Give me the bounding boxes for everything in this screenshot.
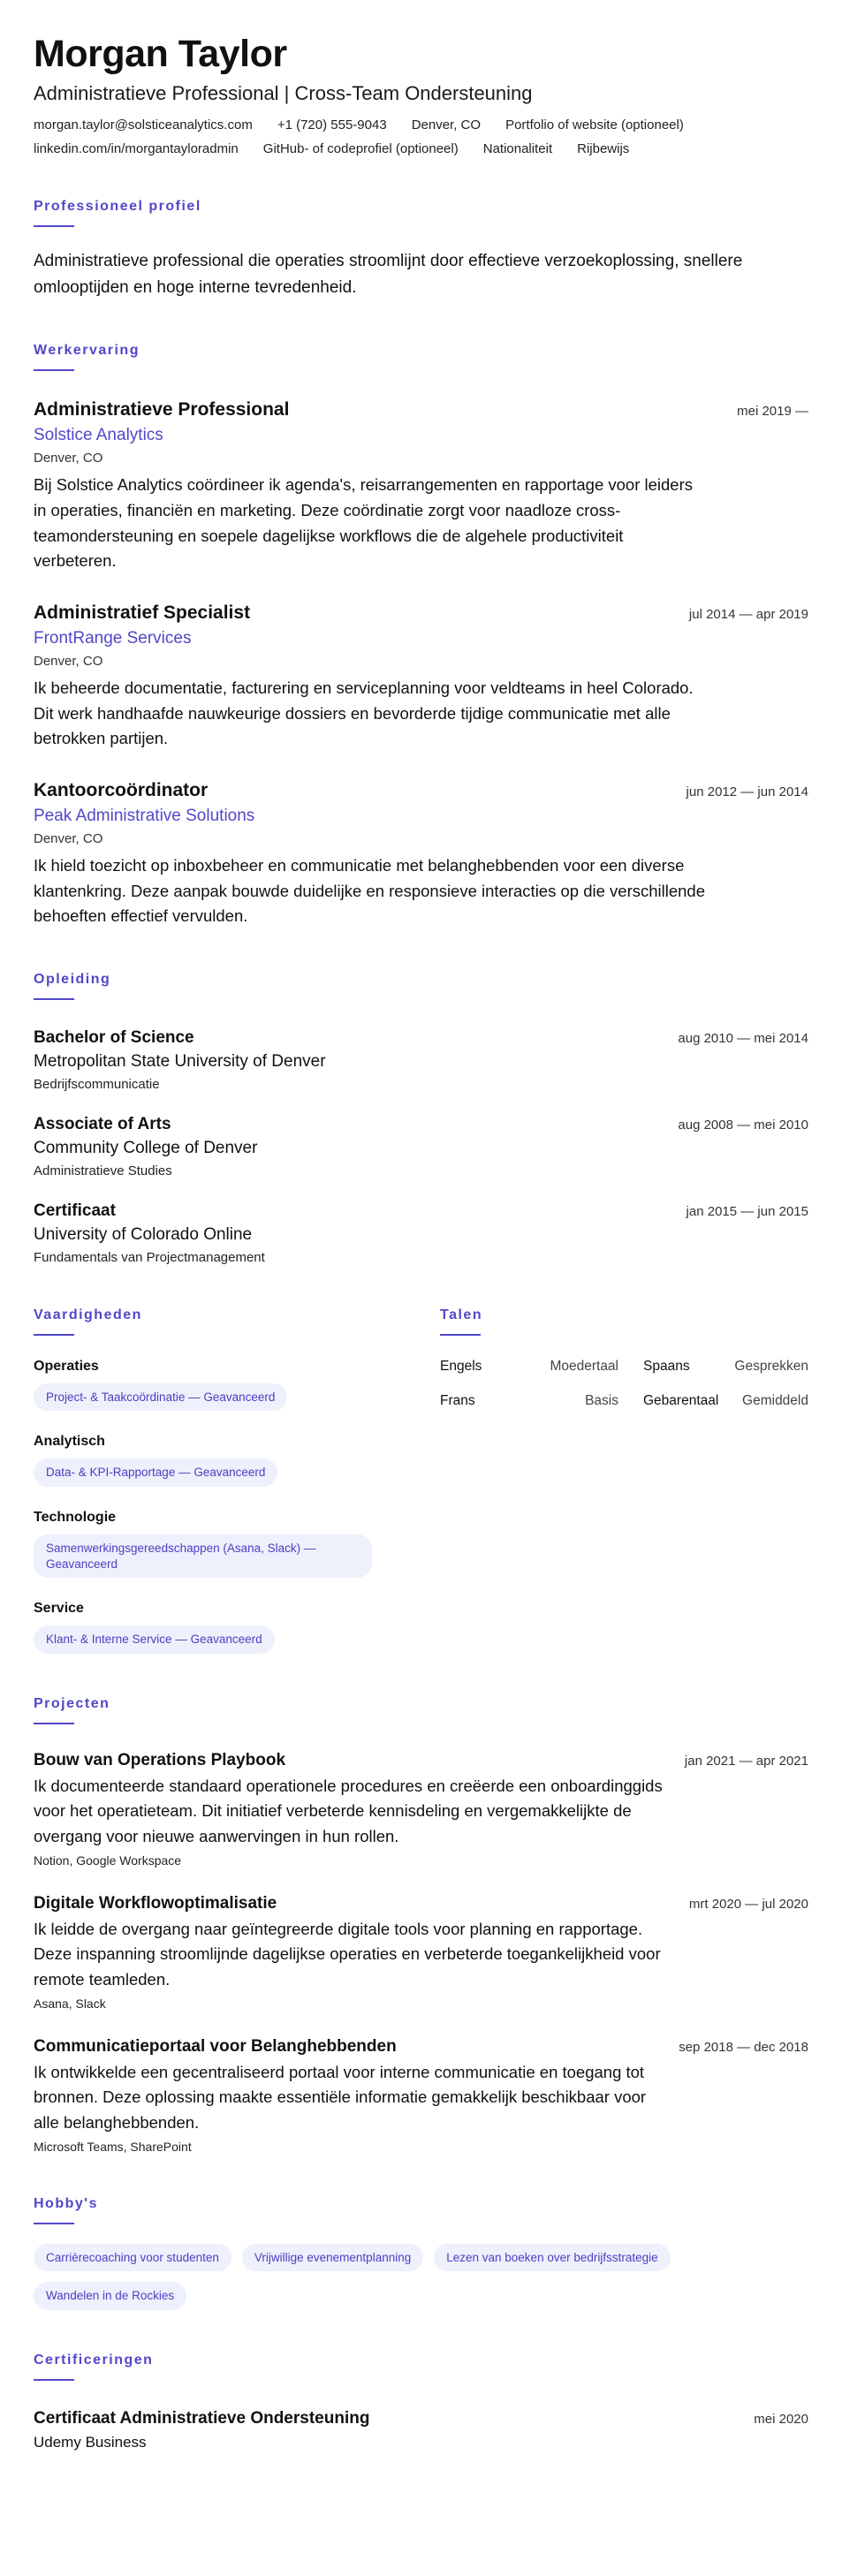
experience-section [34, 343, 808, 929]
study-field: Bedrijfscommunicatie [34, 1076, 160, 1092]
project-name: Digitale Workflowoptimalisatie [34, 1893, 277, 1913]
job-dates: mei 2019 — [737, 404, 808, 420]
hobby-pill: Vrijwillige evenementplanning [242, 2244, 423, 2272]
skill-group [34, 1359, 440, 1412]
project-dates: mrt 2020 — jul 2020 [688, 1896, 808, 1912]
experience-entry [34, 602, 808, 752]
skill-group-name: Operaties [34, 1358, 99, 1374]
language-item [643, 1393, 808, 1409]
profile-summary: Administratieve professional die operaties stroomlijnt door effectieve verzoekoplossing, snellere omlooptijden en hoge interne tevredenheid. [34, 252, 743, 297]
project-entry [34, 1751, 808, 1868]
hobby-list [34, 2244, 808, 2310]
skill-pill: Samenwerkingsgereedschappen (Asana, Slack) — Geavanceerd [34, 1534, 372, 1578]
study-field: Administratieve Studies [34, 1163, 172, 1178]
education-dates: jan 2015 — jun 2015 [686, 1203, 808, 1219]
experience-entry [34, 399, 808, 574]
project-tools: Asana, Slack [34, 1996, 106, 2011]
degree-title: Bachelor of Science [34, 1027, 194, 1047]
language-item [440, 1359, 643, 1375]
language-level: Gesprekken [734, 1358, 808, 1374]
languages-grid [440, 1359, 808, 1409]
skills-column [34, 1265, 440, 1654]
experience-entry [34, 780, 808, 929]
section-title-hobbies: Hobby's [34, 2196, 808, 2224]
skill-group-name: Analytisch [34, 1434, 105, 1450]
language-name: Gebarentaal [643, 1392, 719, 1408]
degree-title: Certificaat [34, 1201, 116, 1220]
project-name: Bouw van Operations Playbook [34, 1750, 286, 1769]
study-field: Fundamentals van Projectmanagement [34, 1249, 265, 1265]
education-entry [34, 1028, 808, 1092]
profile-section [34, 199, 808, 300]
section-title-projects: Projecten [34, 1696, 808, 1724]
project-description: Ik ontwikkelde een gecentraliseerd portaal voor interne communicatie en toegang tot bronnen. Deze oplossing maakte essentiële informatie gemakkelijk beschikbaar voor alle belanghebbenden. [34, 2062, 647, 2132]
skill-pill: Data- & KPI-Rapportage — Geavanceerd [34, 1458, 277, 1487]
contact-row-2 [34, 141, 808, 156]
project-tools: Microsoft Teams, SharePoint [34, 2139, 192, 2154]
job-dates: jul 2014 — apr 2019 [688, 606, 808, 622]
job-location: Denver, CO [34, 830, 103, 846]
language-name: Frans [440, 1392, 475, 1408]
education-dates: aug 2010 — mei 2014 [678, 1030, 808, 1046]
skill-pill: Project- & Taakcoördinatie — Geavanceerd [34, 1383, 287, 1412]
education-section [34, 972, 808, 1265]
project-description: Ik leidde de overgang naar geïntegreerde digitale tools voor planning en rapportage. Deze inspanning stroomlijnde dagelijkse operaties en verbeterde toegankelijkheid voor remote teamleden. [34, 1919, 661, 1989]
certification-issuer: Udemy Business [34, 2433, 147, 2451]
education-dates: aug 2008 — mei 2010 [678, 1117, 808, 1133]
skill-pill: Klant- & Interne Service — Geavanceerd [34, 1625, 275, 1654]
language-item [440, 1393, 643, 1409]
project-entry [34, 2037, 808, 2154]
certification-name: Certificaat Administratieve Ondersteuning [34, 2408, 370, 2428]
language-level: Moedertaal [550, 1358, 618, 1374]
skill-group [34, 1510, 440, 1578]
job-location: Denver, CO [34, 653, 103, 669]
project-dates: sep 2018 — dec 2018 [679, 2039, 808, 2055]
hobby-pill: Carrièrecoaching voor studenten [34, 2244, 231, 2272]
language-level: Gemiddeld [742, 1392, 808, 1408]
contact-portfolio[interactable]: Portfolio of website (optioneel) [505, 117, 684, 133]
project-description: Ik documenteerde standaard operationele procedures en creëerde een onboardinggids voor het operatieteam. Dit initiatief verbeterde kennisdeling en vergemakkelijkte de overgang voor nieuwe aanwervingen in hun rollen. [34, 1776, 663, 1845]
hobby-pill: Lezen van boeken over bedrijfsstrategie [434, 2244, 670, 2272]
school-name: Metropolitan State University of Denver [34, 1051, 326, 1071]
education-entry [34, 1201, 808, 1265]
section-title-skills: Vaardigheden [34, 1307, 440, 1336]
skills-languages-section [34, 1265, 808, 1654]
headline: Administratieve Professional | Cross-Team Ondersteuning [34, 82, 533, 105]
section-title-certifications: Certificeringen [34, 2352, 808, 2381]
contact-nationality: Nationaliteit [482, 141, 553, 157]
job-dates: jun 2012 — jun 2014 [686, 784, 808, 799]
job-title: Administratief Specialist [34, 602, 251, 623]
job-description: Bij Solstice Analytics coördineer ik agenda's, reisarrangementen en rapportage voor leiders in operaties, financiën en marketing. Deze coördinatie zorgt voor naadloze cross-teamondersteuning en soepele dagelijkse workflows die de algehele productiviteit verbeteren. [34, 475, 693, 571]
contact-phone[interactable]: +1 (720) 555-9043 [277, 117, 387, 133]
section-title-languages: Talen [440, 1307, 808, 1336]
job-description: Ik beheerde documentatie, facturering en serviceplanning voor veldteams in heel Colorado. Dit werk handhaafde nauwkeurige dossiers en bevorderde tijdige communicatie met alle betrokken partijen. [34, 678, 694, 748]
projects-section [34, 1696, 808, 2154]
company-name: Solstice Analytics [34, 426, 163, 445]
skill-group-name: Technologie [34, 1509, 117, 1525]
contact-email[interactable]: morgan.taylor@solsticeanalytics.com [34, 117, 253, 133]
section-title-education: Opleiding [34, 972, 808, 1000]
job-description: Ik hield toezicht op inboxbeheer en communicatie met belanghebbenden voor een diverse klantenkring. Deze aanpak bouwde duidelijke en responsieve interacties op die verschillende behoeften effectief vervulden. [34, 855, 705, 926]
degree-title: Associate of Arts [34, 1114, 171, 1133]
certification-entry [34, 2409, 808, 2451]
job-location: Denver, CO [34, 451, 103, 466]
company-name: Peak Administrative Solutions [34, 806, 255, 825]
project-tools: Notion, Google Workspace [34, 1852, 182, 1868]
school-name: Community College of Denver [34, 1138, 258, 1157]
company-name: FrontRange Services [34, 628, 192, 648]
language-level: Basis [585, 1392, 618, 1408]
skill-group [34, 1434, 440, 1487]
skill-group [34, 1601, 440, 1654]
section-title-profile: Professioneel profiel [34, 199, 808, 227]
skill-group-name: Service [34, 1601, 84, 1617]
school-name: University of Colorado Online [34, 1224, 253, 1244]
language-item [643, 1359, 808, 1375]
language-name: Spaans [643, 1358, 690, 1374]
languages-column [440, 1265, 808, 1654]
section-title-experience: Werkervaring [34, 343, 808, 371]
certification-date: mei 2020 [754, 2411, 808, 2427]
hobbies-section [34, 2196, 808, 2310]
project-name: Communicatieportaal voor Belanghebbenden [34, 2036, 397, 2056]
language-name: Engels [440, 1358, 482, 1374]
contact-drivers-license: Rijbewijs [577, 141, 630, 157]
hobby-pill: Wandelen in de Rockies [34, 2282, 186, 2310]
job-title: Kantoorcoördinator [34, 779, 209, 800]
contact-row-1 [34, 117, 808, 133]
project-dates: jan 2021 — apr 2021 [684, 1753, 808, 1769]
project-entry [34, 1894, 808, 2011]
candidate-name: Morgan Taylor [34, 33, 287, 75]
resume-header [34, 34, 808, 156]
certifications-section [34, 2352, 808, 2451]
contact-linkedin[interactable]: linkedin.com/in/morgantayloradmin [34, 141, 239, 157]
job-title: Administratieve Professional [34, 399, 290, 420]
education-entry [34, 1115, 808, 1178]
contact-github[interactable]: GitHub- of codeprofiel (optioneel) [262, 141, 459, 157]
contact-location: Denver, CO [411, 117, 482, 133]
